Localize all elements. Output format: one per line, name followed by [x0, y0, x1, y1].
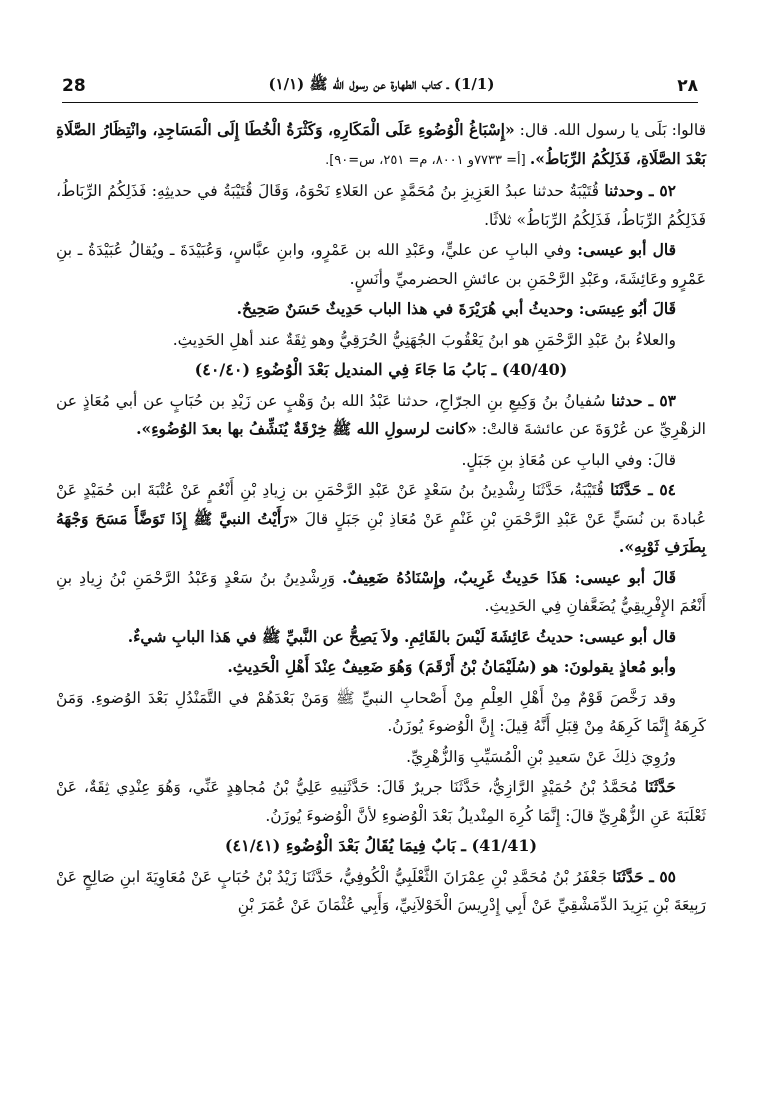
page-body: [56, 116, 706, 922]
speaker: قَالَ أبو عيسى: هَذَا حَدِيثٌ غَرِيبٌ، وإِسْنَادُهُ ضَعِيفٌ.: [342, 567, 676, 587]
hadith-number: ٥٢ ـ وحدثنا: [604, 181, 677, 200]
paragraph: [56, 116, 706, 175]
paragraph: والعلاءُ بنُ عَبْدِ الرَّحْمَنِ هو ابنُ يَعْقُوبَ الجُهَنِيُّ الحُرَقِيُّ وهو ثِقَةٌ عند أهلِ الحَدِيثِ.: [172, 330, 676, 349]
hadith-number: حَدَّثَنَا: [644, 777, 676, 796]
chapter-heading-40: (40/40) ـ بَابُ مَا جَاءَ فِي المنديل بَعْدَ الْوُضُوءِ (٤٠/٤٠): [194, 360, 568, 379]
text: قُتَيْبَةُ، حَدَّثَنَا رِشْدِينُ بنُ سَعْدٍ عَنْ عَبْدِ الرَّحْمَنِ بن زِيادِ بْنِ أَنْعُمٍ عَنْ عُتْبَةَ ابن حُمَيْدٍ عَنْ عُبادةَ بن نُسَيٍّ عَنْ عَبْدِ الرَّحْمَنِ بْنِ غَنْمٍ عَنْ مُعَاذِ بْنِ جَبَلٍ قالَ: [56, 481, 706, 528]
hadith-55: [56, 863, 706, 920]
text: سُفيانُ بنُ وَكِيعِ بنِ الجرّاحِ، حدثنا عَبْدُ الله بنُ وَهْبٍ عن زَيْدِ بن حُبَابٍ عن أبي مُعَاذٍ عن الزهْرِيِّ عن عُرْوَةَ عن عائشةَ قالتْ:: [56, 391, 706, 438]
paragraph: [56, 564, 706, 621]
text: وفي البابِ عن عليٍّ، وعَبْدِ الله بن عَمْرٍو، وابنِ عبَّاسٍ، وَعُبَيْدَةَ ـ ويُقالُ عُبَيْدَةُ ـ بنِ عَمْرٍو وعَائِشَةَ، وعَبْدِ الرَّحْمَنِ بن عائشِ الحضرميِّ وأنَسٍ.: [56, 241, 706, 288]
paragraph: ورُوِيَ ذلِكَ عَنْ سَعيدِ بْنِ الْمُسَيِّبِ وَالزُّهْرِيِّ.: [406, 747, 676, 766]
speaker: قال أبو عيسى:: [577, 240, 676, 259]
hadith-quote: «كانت لرسولِ الله ﷺ خِرْقَةٌ يُنَشِّفُ بها بعدَ الوُضُوءِ».: [136, 419, 477, 438]
running-title: (1/1) ـ كتاب الطهارة عن رسول الله ﷺ (١/١): [268, 75, 495, 93]
paragraph: قَالَ أبُو عِيسَى: وحديثُ أبي هُرَيْرَةَ في هذا الباب حَدِيثٌ حَسَنٌ صَحِيحٌ.: [236, 299, 676, 318]
paragraph: وأبو مُعاذٍ يقولونَ: هو (سُلَيْمَانُ بْنُ أَرْقَمَ) وَهُوَ ضَعِيفٌ عِنْدَ أَهْلِ الْحَدِيثِ.: [227, 657, 676, 676]
page-header: [62, 70, 698, 103]
paragraph: [56, 773, 706, 830]
hadith-52: [56, 177, 706, 234]
hadith-quote: «إِسْبَاغُ الْوُضُوءِ عَلَى الْمَكَارِهِ، وَكَثْرَةُ الْخُطَا إِلَى الْمَسَاجِدِ، وانْتِظَارُ الصَّلَاةِ بَعْدَ الصَّلَاةِ، فَذَلِكُمُ الرِّبَاطُ».: [56, 120, 706, 168]
page-number-arabic: ٢٨: [677, 76, 698, 96]
reference: [أ= ٧٧٣٣و ٨٠٠١، م= ٢٥١، س=٩٠].: [325, 152, 530, 168]
text: قُتَيْبَةُ حدثنا عبدُ العَزِيزِ بنُ مُحَمَّدٍ عن العَلاءِ نَحْوَهُ، وَقَالَ قُتَيْبَةُ في حديثِهِ: فَذَلِكُمُ الرِّبَاطُ، فَذَلِكُمُ الرِّبَاطُ، فَذَلِكُمُ الرِّبَاطُ» ثلاثًا.: [56, 182, 706, 229]
hadith-53: [56, 387, 706, 444]
paragraph: قال أبو عيسى: حديثُ عَائِشَةَ لَيْسَ بالقَائِمِ. ولاَ يَصِحُّ عن النَّبيِّ ﷺ في هَذا البابِ شيءٌ.: [127, 626, 676, 646]
paragraph: قالَ: وفي البابِ عن مُعَاذِ بنِ جَبَلٍ.: [461, 450, 676, 469]
chapter-heading-41: (41/41) ـ بَابٌ فِيمَا يُقَالُ بَعْدَ الْوُضُوءِ (٤١/٤١): [224, 836, 538, 855]
hadith-number: ٥٥ ـ حَدَّثَنَا: [612, 866, 677, 886]
hadith-number: ٥٣ ـ حدثنا: [611, 390, 676, 410]
hadith-quote: «رَأَيْتُ النبيَّ ﷺ إِذَا تَوَضَّأَ مَسَحَ وَجْهَهُ بِطَرَفِ ثَوْبِهِ».: [56, 508, 706, 556]
paragraph: [56, 236, 706, 293]
hadith-54: [56, 476, 706, 562]
text: مُحَمَّدُ بْنُ حُمَيْدٍ الرَّازِيُّ، حَدَّثَنَا جريرٌ قَالَ: حَدَّثَنِيهِ عَلِيُّ بْنُ مُجاهِدٍ عَنِّي، وَهُوَ عِنْدِي ثِقَةٌ، عَنْ ثَعْلَبَةَ عَنِ الزُّهْرِيِّ قالَ: إِنَّمَا كُرِهَ المِنْديلُ بَعْدَ الْوُضوءِ لأنَّ الْوُضوءَ يُوزَنُ.: [56, 778, 706, 825]
text: جَعْفَرُ بْنُ مُحَمَّدِ بْنِ عِمْرَانَ الثَّعْلَبِيُّ الْكُوفِيُّ، حَدَّثَنَا زَيْدُ بْنُ حُبَابٍ عَنْ مُعَاوِيَةَ ابنِ صَالِحٍ عَنْ رَبِيعَةَ بْنِ يَزِيدَ الدِّمَشْقِيِّ عَنْ أَبِي إِدْرِيسَ الْخَوْلاَنِيِّ، وَأَبِي عُثْمَانَ عَنْ عُمَرَ بْنِ: [56, 867, 706, 914]
hadith-number: ٥٤ ـ حَدَّثَنَا: [610, 480, 677, 499]
page-number-latin: 28: [62, 76, 86, 96]
text: وَرِشْدِينُ بنُ سَعْدٍ وَعَبْدُ الرَّحْمَنِ بْنُ زِيادِ بنِ أَنْعُمَ الإِفْرِيقِيُّ يُضَعَّفانِ فِي الحَدِيثِ.: [56, 568, 706, 615]
paragraph: وقد رَخَّصَ قَوْمٌ مِنْ أَهْلِ العِلْمِ مِنْ أَصْحابِ النبيِّ ﷺ وَمَنْ بَعْدَهُمْ في التَّمَنْدُلِ بَعْدَ الوُضوءِ. وَمَنْ كَرِهَهُ إِنَّمَا كَرِهَهُ مِنْ قِبَلِ أَنَّهُ قِيلَ: إِنَّ الْوُضوءَ يُوزَنُ.: [56, 688, 706, 735]
text: قالوا: بَلَى يا رسول الله. قال:: [514, 121, 707, 139]
